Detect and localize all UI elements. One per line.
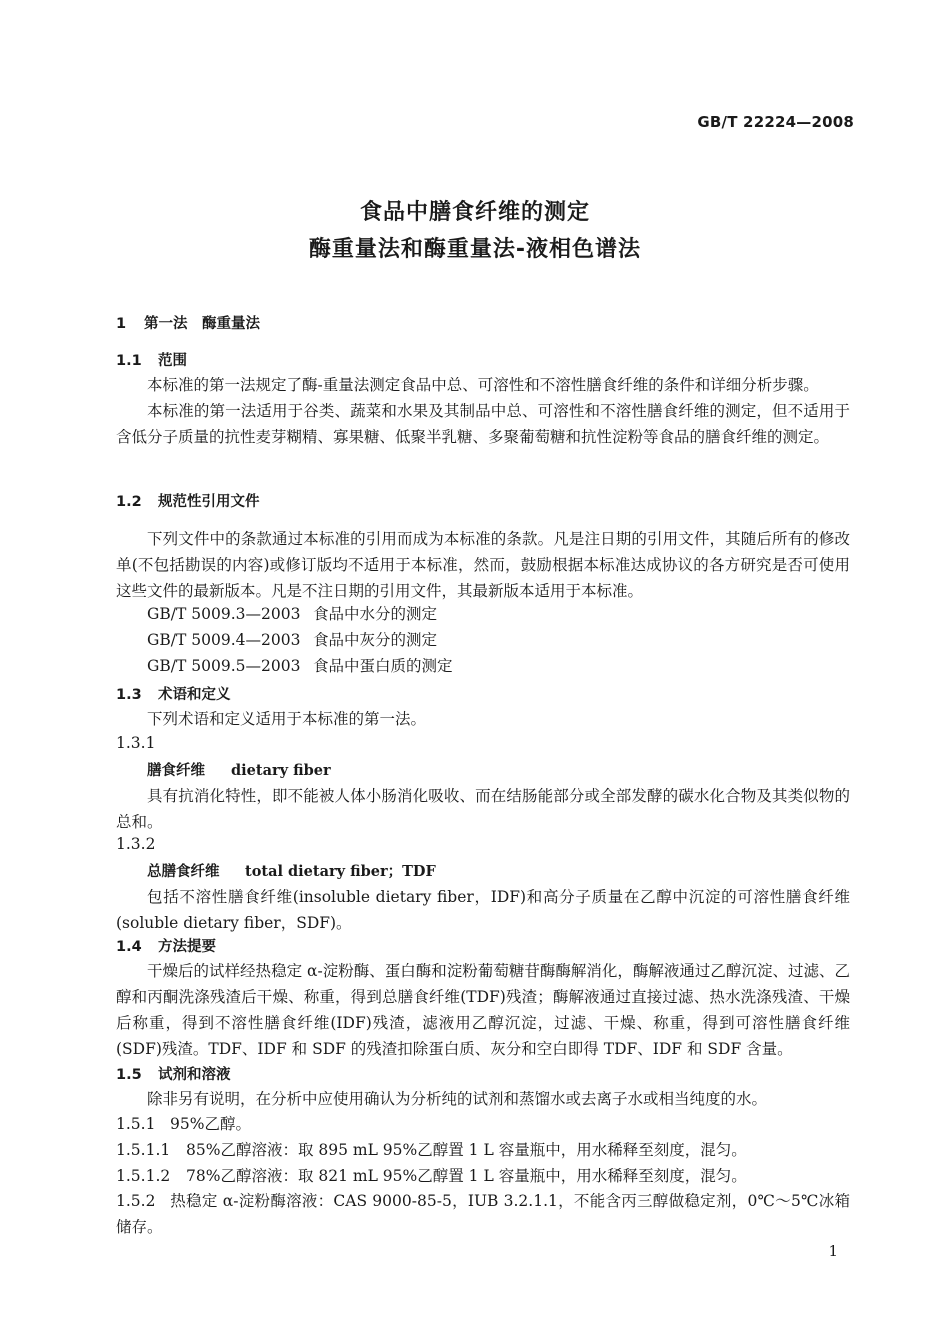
clause-number: 1.3.2 xyxy=(116,835,156,853)
section-title: 方法提要 xyxy=(158,939,216,955)
term-en: dietary fiber xyxy=(231,762,331,779)
clause-number: 1.5.1 xyxy=(116,1115,156,1133)
section-title: 术语和定义 xyxy=(158,687,231,703)
term-heading xyxy=(147,860,436,881)
clause-text: 热稳定 α-淀粉酶溶液：CAS 9000-85-5，IUB 3.2.1.1，不能含丙三醇做稳定剂，0℃～5℃冰箱储存。 xyxy=(116,1192,850,1236)
reference-code: GB/T 5009.4—2003 xyxy=(147,631,301,649)
section-title: 规范性引用文件 xyxy=(158,494,260,510)
clause-1-5-1-1 xyxy=(116,1140,747,1160)
clause-1-5-1 xyxy=(116,1114,251,1134)
term-heading xyxy=(147,759,331,780)
document-title-line2: 酶重量法和酶重量法-液相色谱法 xyxy=(308,237,642,262)
clause-text: 95%乙醇。 xyxy=(170,1115,251,1133)
paragraph: 下列术语和定义适用于本标准的第一法。 xyxy=(147,710,427,728)
section-title: 试剂和溶液 xyxy=(158,1067,231,1083)
paragraph: 下列文件中的条款通过本标准的引用而成为本标准的条款。凡是注日期的引用文件，其随后所有的修改单(不包括勘误的内容)或修订版均不适用于本标准，然而，鼓励根据本标准达成协议的各方研究是否可使用这些文件的最新版本。凡是不注日期的引用文件，其最新版本适用于本标准。 xyxy=(116,530,850,600)
section-1-heading xyxy=(116,312,260,333)
term-cn: 膳食纤维 xyxy=(147,763,205,779)
section-number: 1.2 xyxy=(116,494,142,510)
section-1-1-heading xyxy=(116,349,187,370)
section-number: 1.4 xyxy=(116,939,142,955)
section-1-4-heading xyxy=(116,935,216,956)
standard-code: GB/T 22224—2008 xyxy=(697,113,854,131)
section-number: 1 xyxy=(116,316,127,332)
section-number: 1.3 xyxy=(116,687,142,703)
clause-1-5-2 xyxy=(116,1188,850,1240)
term-cn: 总膳食纤维 xyxy=(147,864,220,880)
reference-code: GB/T 5009.5—2003 xyxy=(147,657,301,675)
definition: 包括不溶性膳食纤维(insoluble dietary fiber，IDF)和高分子质量在乙醇中沉淀的可溶性膳食纤维(soluble dietary fiber，SDF)。 xyxy=(116,888,850,932)
paragraph: 干燥后的试样经热稳定 α-淀粉酶、蛋白酶和淀粉葡萄糖苷酶酶解消化，酶解液通过乙醇沉淀、过滤、乙醇和丙酮洗涤残渣后干燥、称重，得到总膳食纤维(TDF)残渣；酶解液通过直接过滤、热水洗涤残渣、干燥后称重，得到不溶性膳食纤维(IDF)残渣，滤液用乙醇沉淀，过滤、干燥、称重，得到可溶性膳食纤维(SDF)残渣。TDF、IDF 和 SDF 的残渣扣除蛋白质、灰分和空白即得 TDF、IDF 和 SDF 含量。 xyxy=(116,962,850,1058)
reference-item xyxy=(147,656,453,676)
paragraph: 本标准的第一法适用于谷类、蔬菜和水果及其制品中总、可溶性和不溶性膳食纤维的测定，但不适用于含低分子质量的抗性麦芽糊精、寡果糖、低聚半乳糖、多聚葡萄糖和抗性淀粉等食品的膳食纤维的测定。 xyxy=(116,402,850,446)
reference-name: 食品中蛋白质的测定 xyxy=(313,657,453,675)
reference-name: 食品中水分的测定 xyxy=(313,605,438,623)
definition: 具有抗消化特性，即不能被人体小肠消化吸收、而在结肠能部分或全部发酵的碳水化合物及其类似物的总和。 xyxy=(116,787,850,831)
clause-number: 1.5.1.1 xyxy=(116,1141,171,1159)
section-number: 1.1 xyxy=(116,353,142,369)
clause-number: 1.5.2 xyxy=(116,1192,156,1210)
clause-text: 85%乙醇溶液：取 895 mL 95%乙醇置 1 L 容量瓶中，用水稀释至刻度，混匀。 xyxy=(186,1141,747,1159)
term-en: total dietary fiber；TDF xyxy=(245,863,436,880)
paragraph: 除非另有说明，在分析中应使用确认为分析纯的试剂和蒸馏水或去离子水或相当纯度的水。 xyxy=(147,1090,768,1108)
page-number: 1 xyxy=(828,1242,838,1260)
section-1-3-heading xyxy=(116,683,231,704)
clause-1-5-1-2 xyxy=(116,1166,747,1186)
section-1-5-heading xyxy=(116,1063,231,1084)
section-number: 1.5 xyxy=(116,1067,142,1083)
paragraph: 本标准的第一法规定了酶-重量法测定食品中总、可溶性和不溶性膳食纤维的条件和详细分析步骤。 xyxy=(147,376,819,394)
reference-name: 食品中灰分的测定 xyxy=(313,631,438,649)
clause-text: 78%乙醇溶液：取 821 mL 95%乙醇置 1 L 容量瓶中，用水稀释至刻度，混匀。 xyxy=(186,1167,747,1185)
section-title: 第一法 酶重量法 xyxy=(144,316,260,332)
reference-item xyxy=(147,630,437,650)
reference-code: GB/T 5009.3—2003 xyxy=(147,605,301,623)
reference-item xyxy=(147,604,437,624)
document-title-line1: 食品中膳食纤维的测定 xyxy=(359,200,590,225)
clause-number: 1.5.1.2 xyxy=(116,1167,171,1185)
clause-number: 1.3.1 xyxy=(116,734,156,752)
section-title: 范围 xyxy=(158,353,187,369)
section-1-2-heading xyxy=(116,490,260,511)
